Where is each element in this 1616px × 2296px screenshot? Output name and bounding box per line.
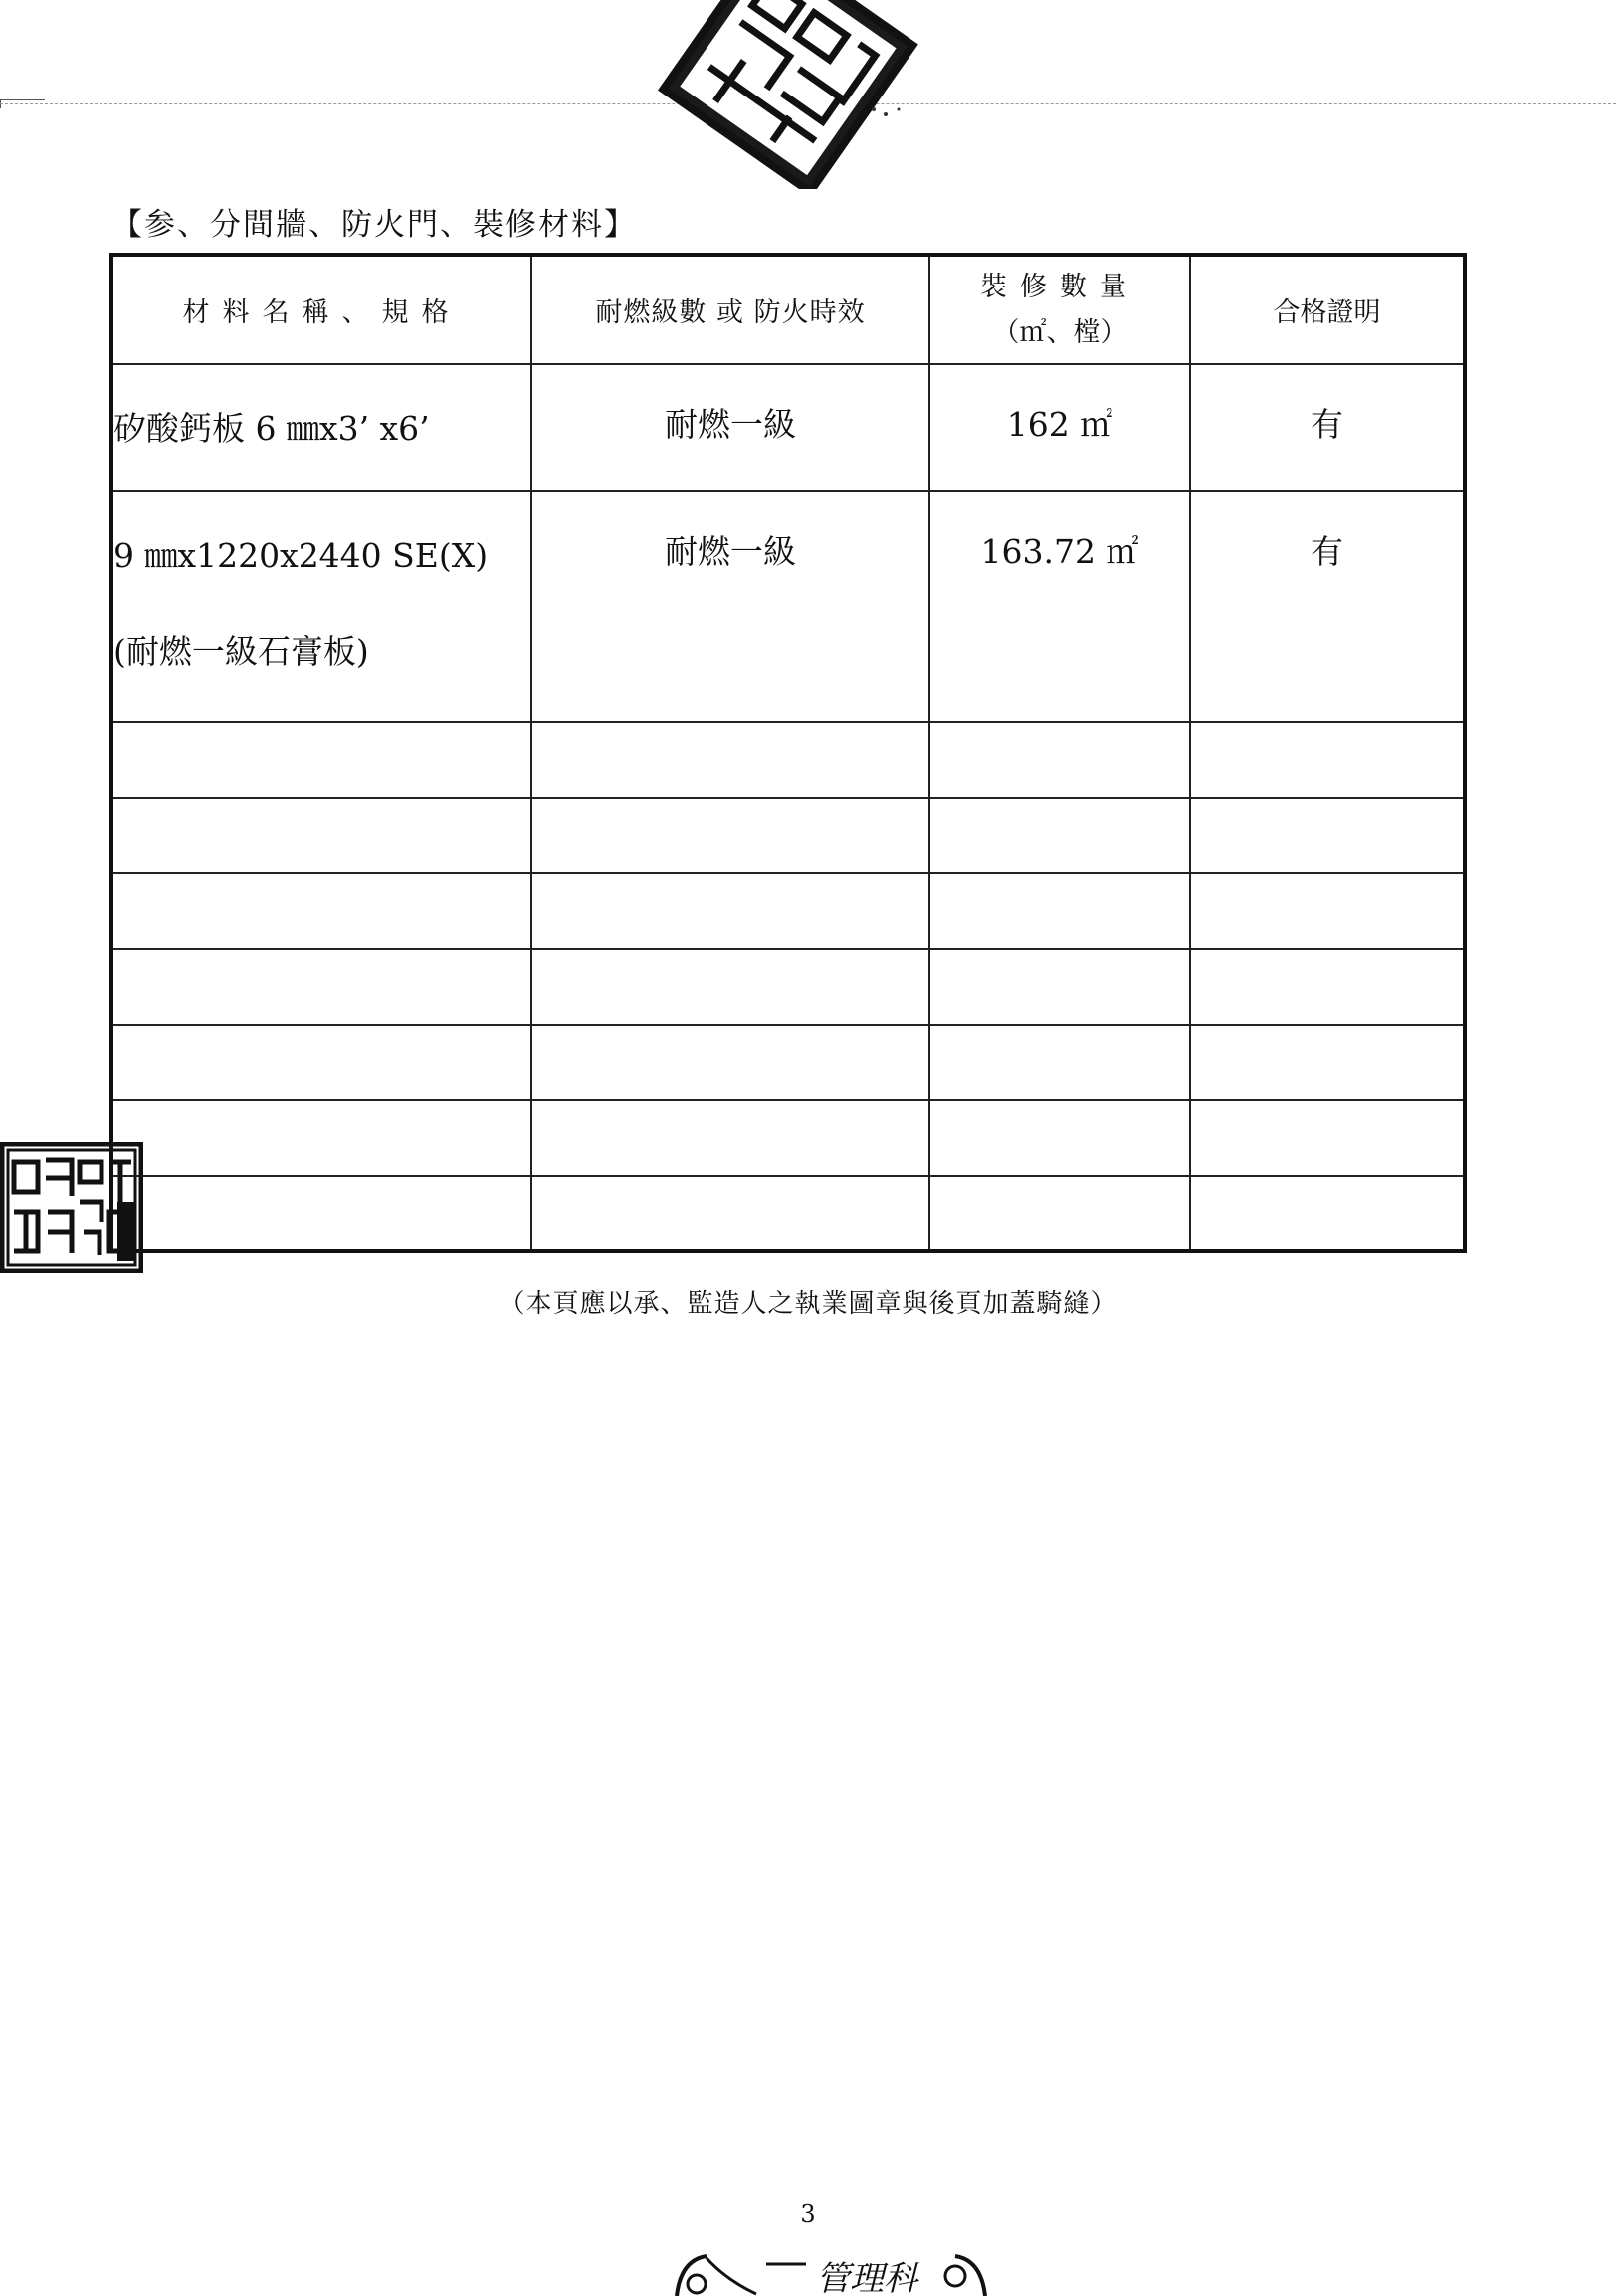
header-quantity-line2: （㎡、樘）	[992, 316, 1127, 348]
header-certificate: 合格證明	[1190, 255, 1465, 364]
svg-text:管理科: 管理科	[816, 2259, 917, 2296]
bottom-seal-stamp	[667, 2250, 995, 2296]
top-seal-stamp	[625, 0, 923, 189]
header-fire-grade: 耐燃級數 或 防火時效	[531, 255, 929, 364]
row1-certificate: 有	[1190, 364, 1465, 491]
row1-fire-grade: 耐燃一級	[531, 364, 929, 491]
row2-material-name-line2: (耐燃一級石膏板)	[113, 632, 369, 670]
left-seal-stamp	[0, 1142, 143, 1273]
row1-material-name: 矽酸鈣板 6 ㎜x3’ x6’	[111, 364, 531, 491]
table-row	[111, 491, 1465, 722]
header-material-name: 材料名稱、規格	[111, 255, 531, 364]
blank-row	[111, 722, 1465, 798]
row2-quantity: 163.72 ㎡	[929, 491, 1190, 722]
blank-row	[111, 1176, 1465, 1251]
section-title: 【参、分間牆、防火門、裝修材料】	[111, 207, 637, 243]
blank-row	[111, 1100, 1465, 1176]
row2-fire-grade: 耐燃一級	[531, 491, 929, 722]
header-quantity	[929, 255, 1190, 364]
blank-row	[111, 873, 1465, 949]
materials-table	[109, 253, 1467, 1253]
table-row	[111, 364, 1465, 491]
row1-quantity: 162 ㎡	[929, 364, 1190, 491]
row2-certificate: 有	[1190, 491, 1465, 722]
blank-row	[111, 1025, 1465, 1100]
row2-material-name-line1: 9 ㎜x1220x2440 SE(X)	[113, 536, 489, 575]
blank-row	[111, 949, 1465, 1025]
table-header-row	[111, 255, 1465, 364]
header-quantity-line1: 裝修數量	[980, 271, 1139, 302]
row2-material-name	[111, 491, 531, 722]
blank-row	[111, 798, 1465, 873]
page-number: 3	[800, 2200, 816, 2228]
footnote: （本頁應以承、監造人之執業圖章與後頁加蓋騎縫）	[499, 1289, 1117, 1319]
